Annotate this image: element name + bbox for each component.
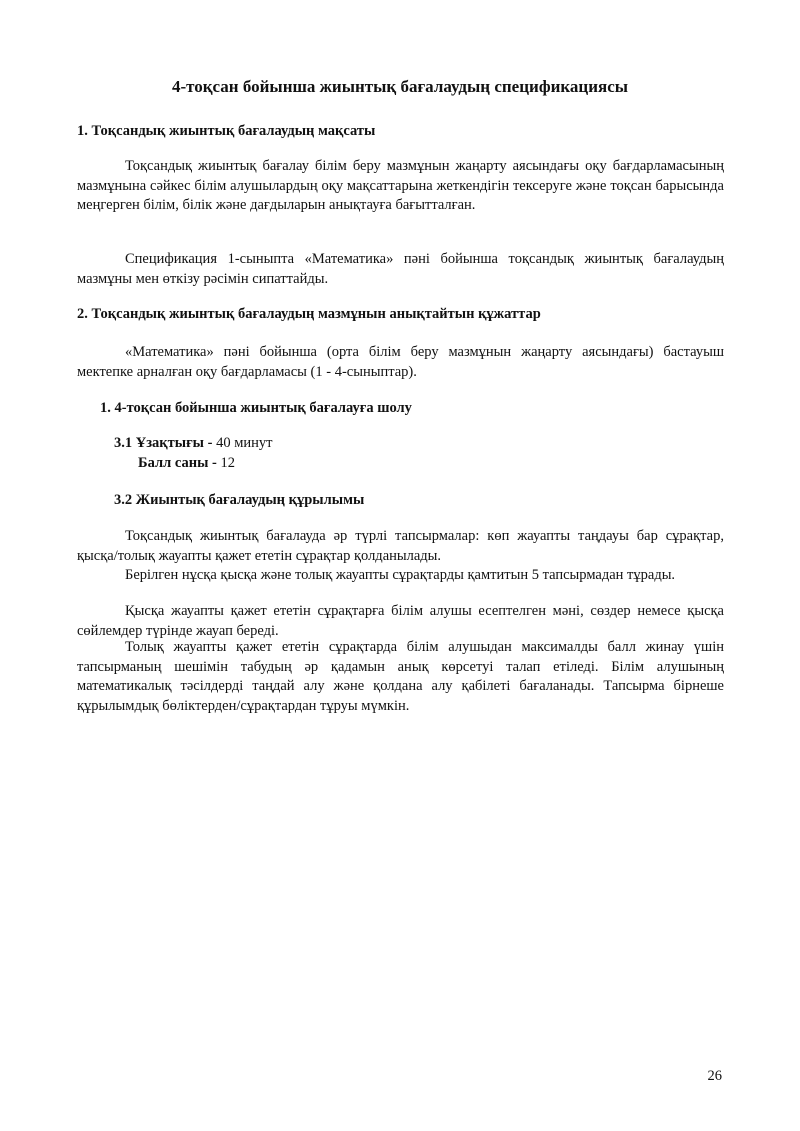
duration-value: 40 минут — [212, 435, 273, 451]
structure-paragraph-2: Берілген нұсқа қысқа және толық жауапты сұрақтарды қамтитын 5 тапсырмадан тұрады. — [125, 567, 676, 583]
overview-heading: 1. 4-тоқсан бойынша жиынтық бағалауға шолу — [100, 400, 412, 416]
structure-heading: 3.2 Жиынтық бағалаудың құрылымы — [114, 492, 365, 508]
document-title: 4-тоқсан бойынша жиынтық бағалаудың спецификациясы — [171, 77, 629, 96]
section-2-heading: 2. Тоқсандық жиынтық бағалаудың мазмұнын анықтайтын құжаттар — [77, 306, 541, 322]
score-value: 12 — [216, 455, 235, 471]
score-label: Балл саны - — [138, 455, 217, 471]
page-number: 26 — [707, 1068, 722, 1084]
structure-paragraph-4: Толық жауапты қажет ететін сұрақтарда білім алушыдан максималды балл жинау үшін тапсырманың шешімін табудың әр қадамын анық көрсетуі талап етіледі. Білім алушының математикалық тәсілдерді таңдай алу және қолдана алу қабілеті бағаланады. Тапсырма бірнеше құрылымдық бөліктерден/сұрақтардан тұруы мүмкін. — [77, 639, 724, 714]
section-1-heading: 1. Тоқсандық жиынтық бағалаудың мақсаты — [77, 123, 376, 139]
section-2-paragraph: «Математика» пәні бойынша (орта білім беру мазмұнын жаңарту аясындағы) бастауыш мектепке арналған оқу бағдарламасы (1 - 4-сыныптар). — [77, 344, 724, 380]
structure-paragraph-1: Тоқсандық жиынтық бағалауда әр түрлі тапсырмалар: көп жауапты таңдауы бар сұрақтар, қысқа/толық жауапты қажет ететін сұрақтар қолданылады. — [77, 528, 724, 564]
section-1-paragraph-1: Тоқсандық жиынтық бағалау білім беру мазмұнын жаңарту аясындағы оқу бағдарламасының мазмұнына сәйкес білім алушылардың оқу мақсаттарына жеткендігін тексеруге және тоқсан барысында меңгерген білім, білік және дағдыларын анықтауға бағытталған. — [77, 158, 724, 213]
score-line — [138, 454, 235, 474]
duration-label: 3.1 Ұзақтығы - — [114, 435, 213, 451]
duration-line — [114, 434, 273, 454]
section-1-paragraph-2: Спецификация 1-сыныпта «Математика» пәні бойынша тоқсандық жиынтық бағалаудың мазмұны мен өткізу рәсімін сипаттайды. — [77, 251, 724, 287]
structure-paragraph-3: Қысқа жауапты қажет ететін сұрақтарға білім алушы есептелген мәні, сөздер немесе қысқа сөйлемдер түрінде жауап береді. — [77, 603, 724, 639]
